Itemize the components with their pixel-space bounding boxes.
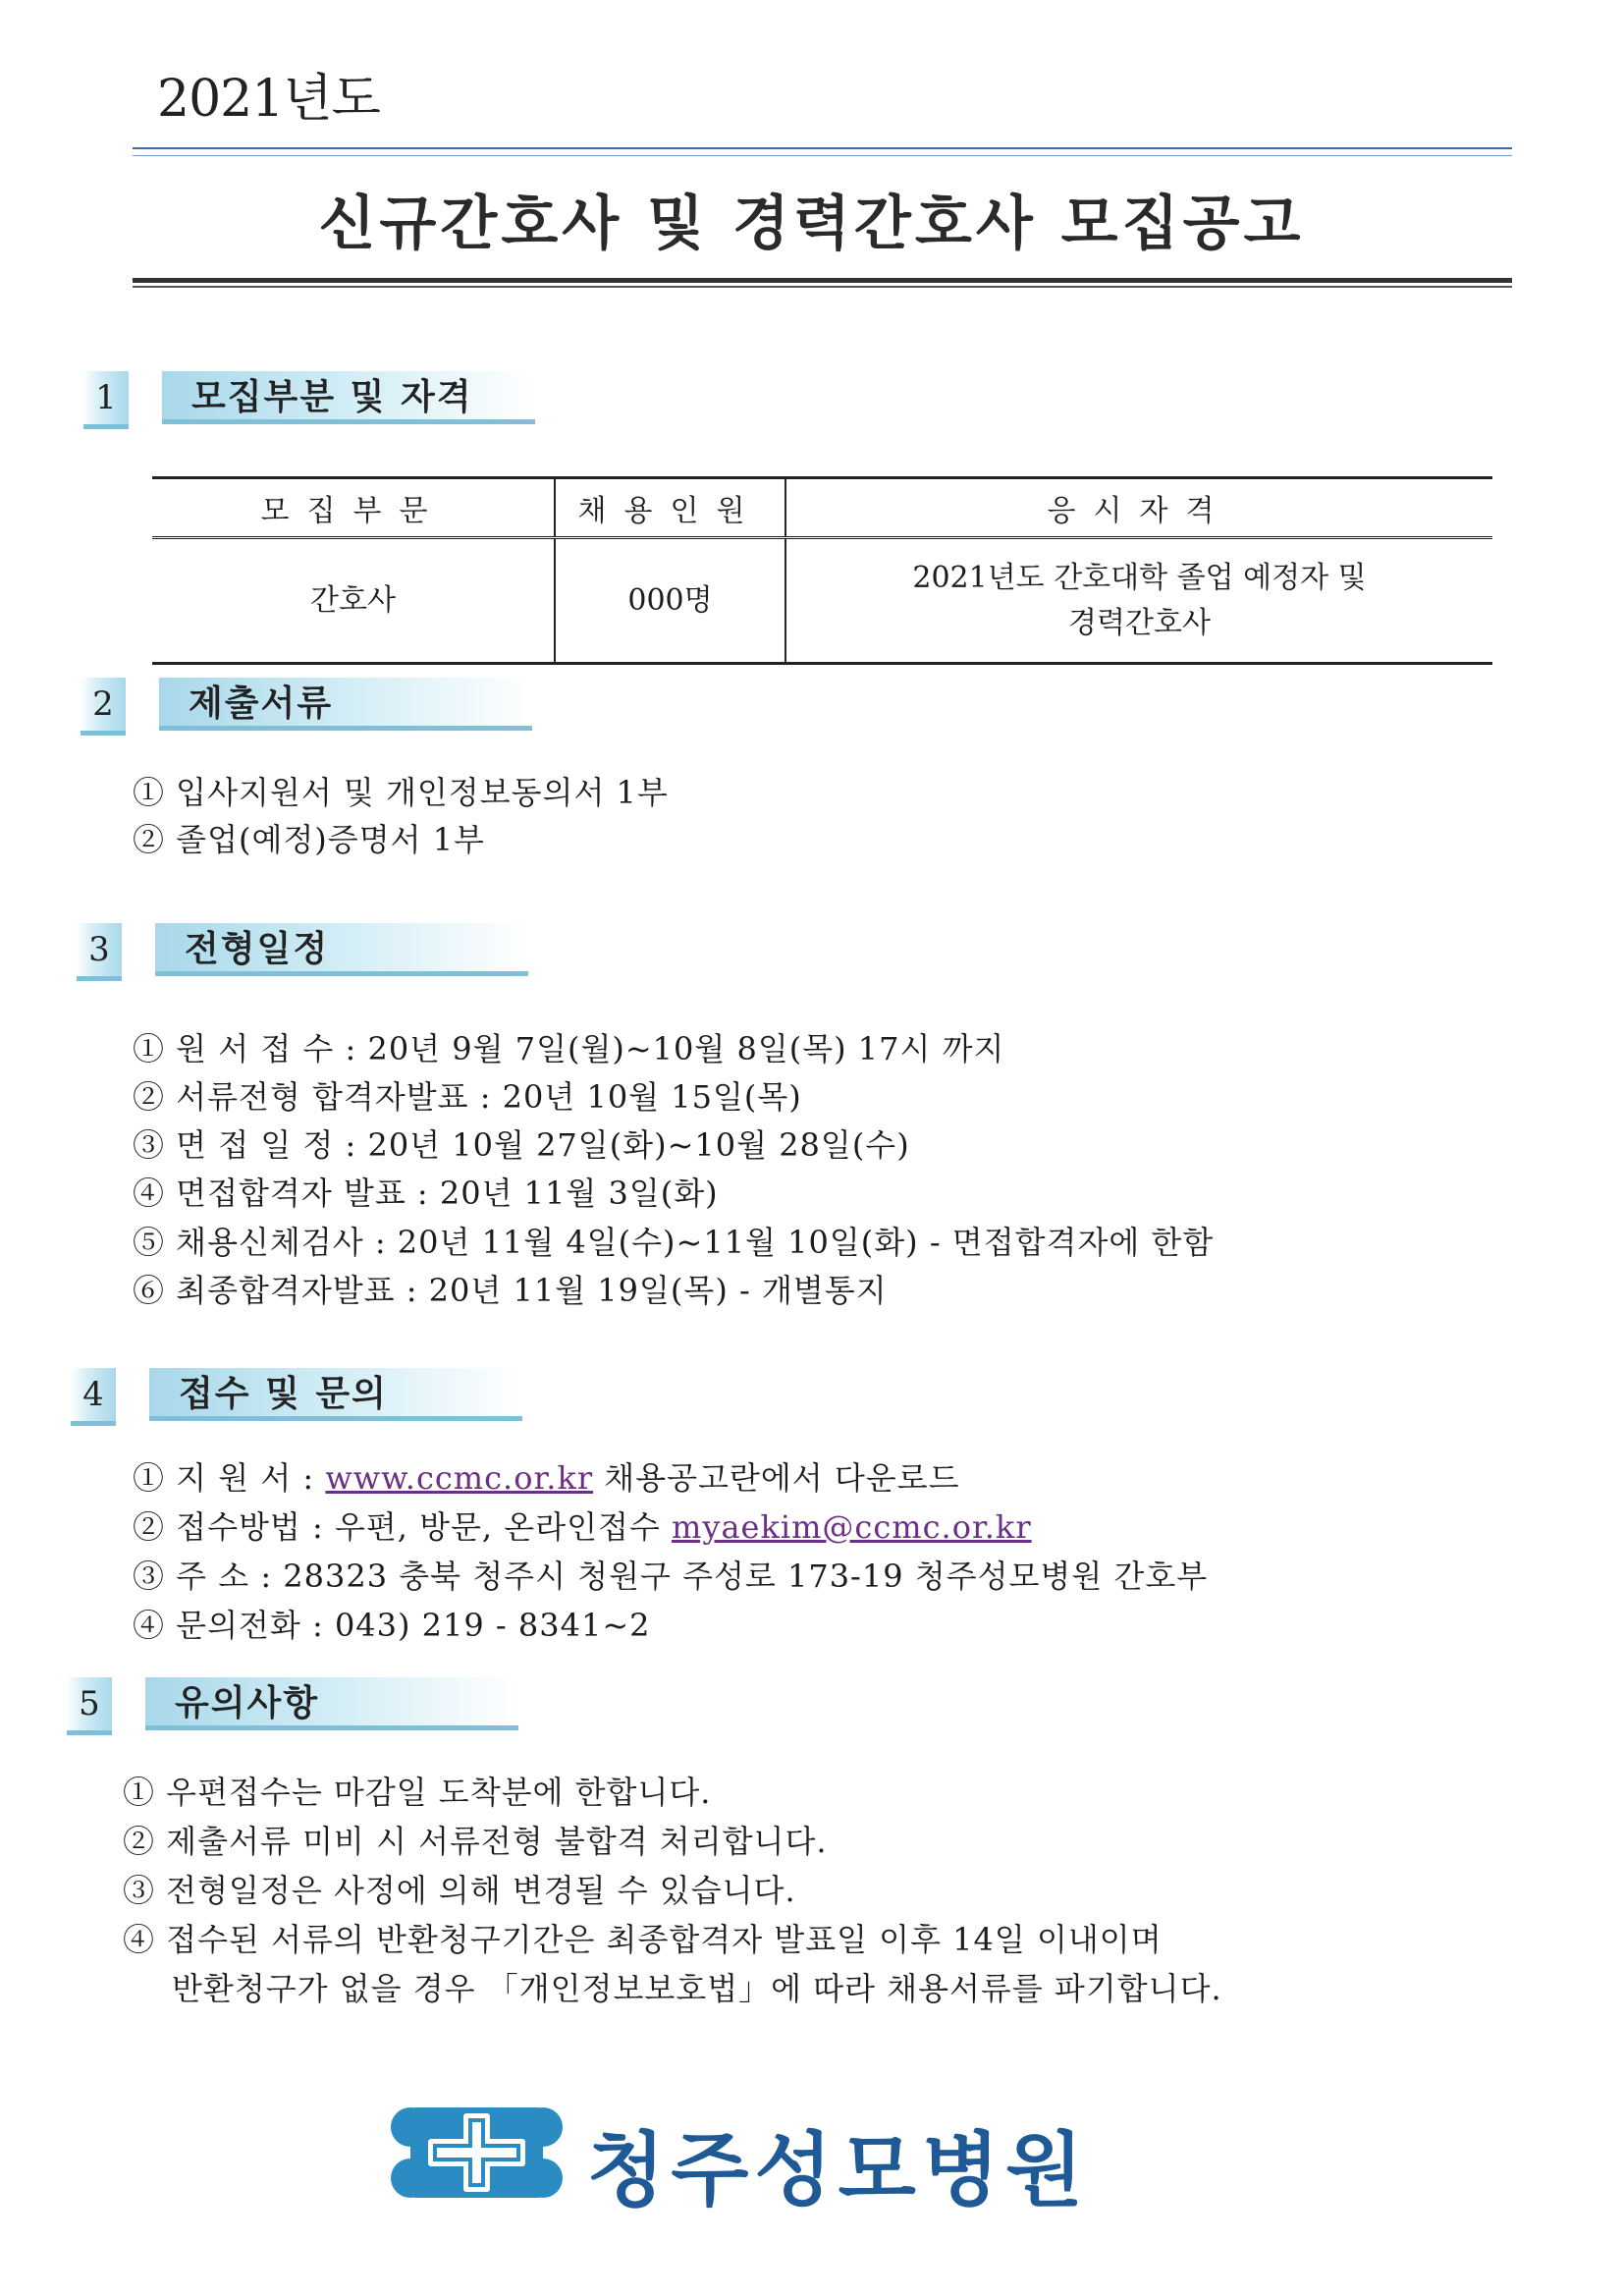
contact-form-suffix: 채용공고란에서 다운로드 (593, 1459, 960, 1497)
note-item-1: ① 우편접수는 마감일 도착분에 한합니다. (123, 1774, 712, 1811)
qualification-line-1: 2021년도 간호대학 졸업 예정자 및 (912, 560, 1367, 595)
table-header-row (152, 478, 1492, 538)
contact-method (133, 1503, 1032, 1548)
section-3-title: 전형일정 (155, 923, 528, 976)
schedule-item-6: ⑥ 최종합격자발표 : 20년 11월 19일(목) - 개별통지 (133, 1272, 888, 1309)
header-qualification: 응시자격 (785, 478, 1492, 538)
contact-address: ③ 주 소 : 28323 충북 청주시 청원구 주성로 173-19 청주성모병원 간호부 (133, 1558, 1209, 1595)
section-1-number: 1 (83, 371, 129, 429)
section-3-number: 3 (77, 923, 122, 981)
schedule-item-4: ④ 면접합격자 발표 : 20년 11월 3일(화) (133, 1175, 719, 1212)
note-item-3: ③ 전형일정은 사정에 의해 변경될 수 있습니다. (123, 1872, 796, 1909)
recruit-table (152, 476, 1492, 665)
title-rule (133, 278, 1512, 283)
year-heading: 2021년도 (157, 70, 380, 129)
hospital-logo-text: 청주성모병원 (587, 2124, 1090, 2217)
schedule-item-1: ① 원 서 접 수 : 20년 9월 7일(월)~10월 8일(목) 17시 까지 (133, 1030, 1005, 1067)
website-link[interactable]: www.ccmc.or.kr (325, 1459, 594, 1497)
document-item-1: ① 입사지원서 및 개인정보동의서 1부 (133, 774, 669, 811)
qualification-line-2: 경력간호사 (1068, 605, 1211, 640)
cell-qualification (785, 538, 1492, 664)
header-field: 모집부문 (152, 478, 555, 538)
note-item-4: ④ 접수된 서류의 반환청구기간은 최종합격자 발표일 이후 14일 이내이며 (123, 1921, 1163, 1958)
top-rule-thin (133, 155, 1512, 156)
contact-phone: ④ 문의전화 : 043) 219 - 8341~2 (133, 1607, 651, 1644)
section-2-number: 2 (81, 678, 126, 736)
section-4-number: 4 (71, 1368, 116, 1426)
top-rule (133, 147, 1512, 149)
section-5-number: 5 (67, 1677, 112, 1735)
cell-field: 간호사 (152, 538, 555, 664)
table-row (152, 538, 1492, 664)
schedule-item-3: ③ 면 접 일 정 : 20년 10월 27일(화)~10월 28일(수) (133, 1126, 910, 1164)
section-1-title: 모집부분 및 자격 (162, 371, 535, 424)
contact-method-prefix: ② 접수방법 : 우편, 방문, 온라인접수 (133, 1508, 673, 1546)
cell-count: 000명 (555, 538, 785, 664)
schedule-item-2: ② 서류전형 합격자발표 : 20년 10월 15일(목) (133, 1078, 802, 1116)
section-5-title: 유의사항 (145, 1677, 518, 1730)
email-link[interactable]: myaekim@ccmc.or.kr (672, 1508, 1032, 1546)
section-2-title: 제출서류 (159, 678, 532, 731)
page-title: 신규간호사 및 경력간호사 모집공고 (318, 190, 1305, 258)
schedule-item-5: ⑤ 채용신체검사 : 20년 11월 4일(수)~11월 10일(화) - 면접합격자에 한함 (133, 1224, 1215, 1261)
note-item-2: ② 제출서류 미비 시 서류전형 불합격 처리합니다. (123, 1823, 828, 1860)
contact-form-prefix: ① 지 원 서 : (133, 1459, 326, 1497)
document-item-2: ② 졸업(예정)증명서 1부 (133, 821, 485, 858)
hospital-logo-icon (391, 2104, 563, 2202)
note-item-4-cont: 반환청구가 없을 경우 「개인정보보호법」에 따라 채용서류를 파기합니다. (172, 1970, 1222, 2007)
header-count: 채용인원 (555, 478, 785, 538)
section-4-title: 접수 및 문의 (149, 1368, 522, 1421)
contact-form (133, 1453, 960, 1499)
title-rule-thin (133, 286, 1512, 288)
